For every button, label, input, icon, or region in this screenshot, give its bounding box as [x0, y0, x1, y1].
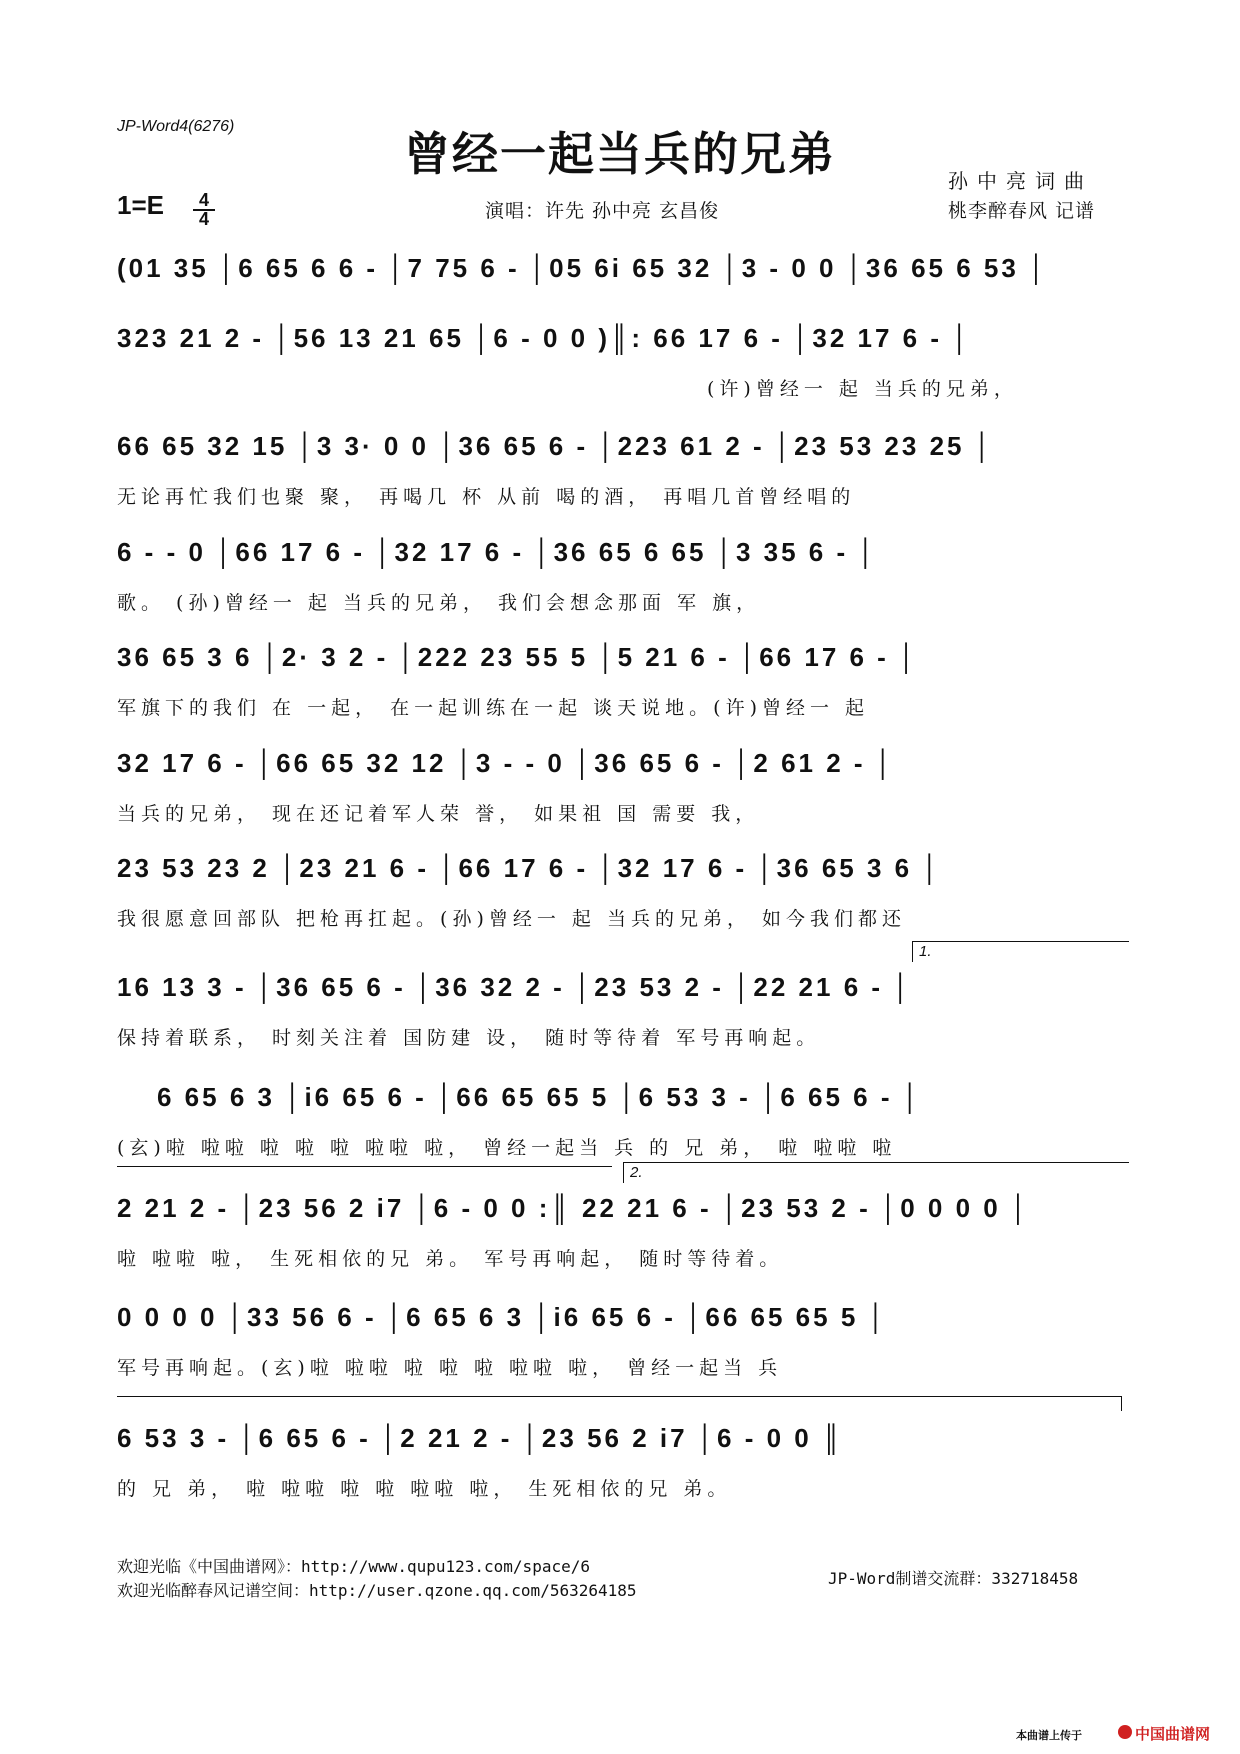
notes-line: 323 21 2 - │56 13 21 65 │6 - 0 0 )║: 66 17 6 - │32 17 6 - │ — [117, 323, 972, 353]
lyrics-line: 军旗下的我们 在 一起， 在一起训练在一起 谈天说地。(许)曾经一 起 — [117, 697, 870, 719]
notes-line: 23 53 23 2 │23 21 6 - │66 17 6 - │32 17 6 - │36 65 3 6 │ — [117, 853, 942, 883]
lyrics-line: 保持着联系， 时刻关注着 国防建 设， 随时等待着 军号再响起。 — [117, 1027, 821, 1049]
lyrics-line: (玄)啦 啦啦 啦 啦 啦 啦啦 啦， 曾经一起当 兵 的 兄 弟， 啦 啦啦 啦 — [117, 1137, 897, 1159]
time-signature-top: 4 — [198, 190, 209, 210]
time-signature — [193, 192, 215, 228]
score-system — [117, 943, 1122, 1067]
lyrics-line: 军号再响起。(玄)啦 啦啦 啦 啦 啦 啦啦 啦， 曾经一起当 兵 — [117, 1357, 783, 1379]
notes-line: (01 35 │6 65 6 6 - │7 75 6 - │05 6i 65 32 │3 - 0 0 │36 65 6 53 │ — [117, 253, 1049, 283]
composer-credit: 孙中亮词曲 — [948, 169, 1093, 193]
score-system — [117, 532, 1122, 632]
first-ending-bracket: 1. — [912, 941, 1129, 962]
score-system — [117, 848, 1122, 948]
time-signature-bottom: 4 — [198, 209, 209, 229]
notes-line: 66 65 32 15 │3 3· 0 0 │36 65 6 - │223 61 2 - │23 53 23 25 │ — [117, 431, 994, 461]
notes-line: 0 0 0 0 │33 56 6 - │6 65 6 3 │i6 65 6 - │66 65 65 5 │ — [117, 1302, 888, 1332]
notes-line: 6 53 3 - │6 65 6 - │2 21 2 - │23 56 2 i7 │6 - 0 0 ║ — [117, 1423, 844, 1453]
song-title: 曾经一起当兵的兄弟 — [404, 127, 836, 181]
lyrics-line: (许)曾经一 起 当兵的兄弟， — [707, 378, 1018, 400]
notes-line: 32 17 6 - │66 65 32 12 │3 - - 0 │36 65 6 - │2 61 2 - │ — [117, 748, 896, 778]
score-system — [117, 318, 1122, 418]
first-ending-bracket-line — [117, 1166, 612, 1187]
score-system — [117, 1297, 1122, 1397]
lyrics-line: 啦 啦啦 啦， 生死相依的兄 弟。 军号再响起， 随时等待着。 — [117, 1248, 784, 1270]
upload-notice: 本曲谱上传于 — [1016, 1729, 1082, 1742]
lyrics-line: 歌。 (孙)曾经一 起 当兵的兄弟， 我们会想念那面 军 旗， — [117, 592, 761, 614]
notes-line: 36 65 3 6 │2· 3 2 - │222 23 55 5 │5 21 6 - │66 17 6 - │ — [117, 642, 919, 672]
score-system — [117, 1418, 1122, 1518]
lyrics-line: 的 兄 弟， 啦 啦啦 啦 啦 啦啦 啦， 生死相依的兄 弟。 — [117, 1478, 732, 1500]
score-system — [117, 743, 1122, 843]
version-label: JP-Word4(6276) — [117, 118, 235, 135]
score-system — [117, 637, 1122, 737]
notes-line: 6 65 6 3 │i6 65 6 - │66 65 65 5 │6 53 3 - │6 65 6 - │ — [157, 1082, 922, 1112]
notes-line: 6 - - 0 │66 17 6 - │32 17 6 - │36 65 6 65 │3 35 6 - │ — [117, 537, 878, 567]
footer-site-link[interactable]: 欢迎光临《中国曲谱网》：http://www.qupu123.com/space/6 — [117, 1557, 590, 1576]
score-system — [117, 426, 1122, 526]
key-signature: 1=E — [117, 190, 164, 220]
footer-space-link[interactable]: 欢迎光临醉春风记谱空间：http://user.qzone.qq.com/563264185 — [117, 1581, 637, 1600]
lyrics-line: 我很愿意回部队 把枪再扛起。(孙)曾经一 起 当兵的兄弟， 如今我们都还 — [117, 908, 906, 930]
lyrics-line: 当兵的兄弟， 现在还记着军人荣 誉， 如果祖 国 需要 我， — [117, 803, 760, 825]
score-system — [117, 1164, 1122, 1288]
site-logo-icon — [1118, 1725, 1132, 1739]
site-logo: 中国曲谱网 — [1135, 1725, 1211, 1743]
notes-line: 16 13 3 - │36 65 6 - │36 32 2 - │23 53 2 - │22 21 6 - │ — [117, 972, 913, 1002]
second-ending-bracket: 2. — [623, 1162, 1129, 1183]
notes-line: 2 21 2 - │23 56 2 i7 │6 - 0 0 :║ 22 21 6 - │23 53 2 - │0 0 0 0 │ — [117, 1193, 1031, 1223]
lyrics-line: 无论再忙我们也聚 聚， 再喝几 杯 从前 喝的酒， 再唱几首曾经唱的 — [117, 486, 856, 508]
transcriber-credit: 桃李醉春风 记谱 — [948, 200, 1096, 222]
bracket-edge — [1121, 1397, 1123, 1411]
second-ending-bracket-line — [117, 1396, 1122, 1417]
footer-group-info: JP-Word制谱交流群：332718458 — [828, 1569, 1079, 1588]
singer-credit: 演唱：许先 孙中亮 玄昌俊 — [485, 200, 720, 222]
